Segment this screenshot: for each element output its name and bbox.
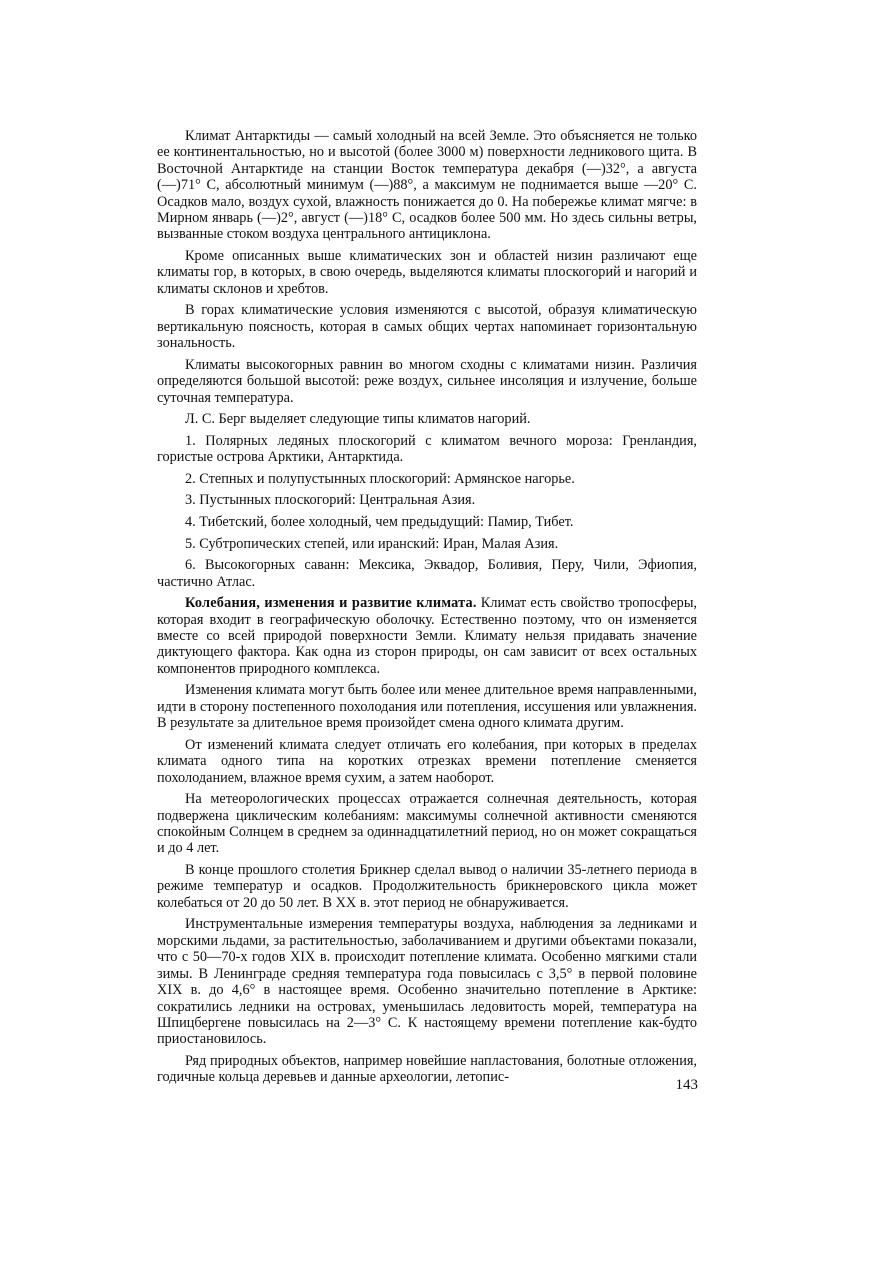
paragraph-solar-activity [157, 791, 697, 857]
paragraph-highland-plains [157, 357, 697, 406]
paragraph-text: Л. С. Берг выделяет следующие типы климатов нагорий. [185, 411, 531, 428]
paragraph-text: Изменения климата могут быть более или менее длительное время направленными, идти в сторону постепенного похолодания или потепления, иссушения или увлажнения. В результате за длительное время произойдет смена одного климата другим. [157, 682, 697, 732]
paragraph-vertical-zonality [157, 302, 697, 351]
paragraph-text: Кроме описанных выше климатических зон и областей низин различают еще климаты гор, в которых, в свою очередь, выделяются климаты плоскогорий и нагорий и климаты склонов и хребтов. [157, 248, 697, 297]
paragraph-mountain-climates [157, 248, 697, 297]
paragraph-text: В горах климатические условия изменяются с высотой, образуя климатическую вертикальную поясность, которая в самых общих чертах напоминает горизонтальную зональность. [157, 302, 697, 352]
paragraph-text: От изменений климата следует отличать его колебания, при которых в пределах климата одного типа на коротких отрезках времени потепление сменяется похолоданием, влажное время сухим, а затем наоборот. [157, 736, 697, 786]
paragraph-text: На метеорологических процессах отражается солнечная деятельность, которая подвержена циклическим колебаниям: максимумы солнечной активности сменяются спокойным Солнцем в среднем за одиннадцатилетний период, но он может сокращаться и до 4 лет. [157, 791, 697, 857]
paragraph-climate-changes [157, 682, 697, 731]
section-run-in-heading: Колебания, изменения и развитие климата. [185, 595, 477, 612]
paragraph-text: Климат Антарктиды — самый холодный на всей Земле. Это объясняется не только ее континентальностью, но и высотой (более 3000 м) поверхности ледникового щита. В Восточной Антарктиде на станции Восток температура декабря (—)32°, а августа (—)71° С, абсолютный минимум (—)88°, а максимум не поднимается выше —20° С. Осадков мало, воздух сухой, влажность понижается до 0. На побережье климат мягче: в Мирном январь (—)2°, август (—)18° С, осадков более 500 мм. Но здесь сильны ветры, вызванные стоком воздуха центрального антициклона. [157, 128, 697, 243]
page-body [157, 128, 697, 1091]
list-item-4 [157, 514, 697, 530]
paragraph-instrumental-measurements [157, 916, 697, 1047]
list-item-2 [157, 471, 697, 487]
page-number: 143 [675, 1077, 698, 1093]
list-item-text: 1. Полярных ледяных плоскогорий с климатом вечного мороза: Гренландия, гористые острова Арктики, Антарктида. [157, 432, 697, 466]
paragraph-text: В конце прошлого столетия Брикнер сделал вывод о наличии 35-летнего периода в режиме температур и осадков. Продолжительность брикнеровского цикла может колебаться от 20 до 50 лет. В XX в. этот период не обнаруживается. [157, 862, 697, 911]
list-item-5 [157, 536, 697, 552]
paragraph-climate-fluctuations [157, 737, 697, 786]
list-item-text: 3. Пустынных плоскогорий: Центральная Азия. [185, 492, 476, 509]
paragraph-text: Климат есть свойство тропосферы, которая входит в географическую оболочку. Естественно поэтому, что он изменяется вместе со всей природой поверхности Земли. Климату нельзя придавать значение диктующего фактора. Как одна из сторон природы, он сам зависит от всех остальных компонентов природного комплекса. [157, 595, 697, 677]
list-item-6 [157, 557, 697, 590]
paragraph-antarctic-climate [157, 128, 697, 243]
list-item-text: 4. Тибетский, более холодный, чем предыдущий: Памир, Тибет. [185, 514, 574, 531]
paragraph-text: Ряд природных объектов, например новейшие напластования, болотные отложения, годичные кольца деревьев и данные археологии, летопис- [157, 1052, 697, 1086]
list-item-text: 2. Степных и полупустынных плоскогорий: Армянское нагорье. [185, 470, 575, 487]
paragraph-bruckner-cycle [157, 862, 697, 911]
paragraph-text: Инструментальные измерения температуры воздуха, наблюдения за ледниками и морскими льдами, за растительностью, заболачиванием и другими объектами показали, что с 50—70-х годов XIX в. происходит потепление климата. Особенно мягкими стали зимы. В Ленинграде средняя температура года повысилась с 3,5° в первой половине XIX в. до 4,6° в настоящее время. Особенно значительно потепление в Арктике: сократились ледники на островах, уменьшилась ледовитость морей, температура на Шпицбергене повысилась на 2—3° С. К настоящему времени потепление как-будто приостановилось. [157, 916, 697, 1048]
list-item-3 [157, 492, 697, 508]
paragraph-text: Климаты высокогорных равнин во многом сходны с климатами низин. Различия определяются большой высотой: реже воздух, сильнее инсоляция и излучение, больше суточная температура. [157, 356, 697, 406]
paragraph-climate-change-section [157, 595, 697, 677]
list-item-text: 5. Субтропических степей, или иранский: Иран, Малая Азия. [185, 535, 559, 552]
list-item-text: 6. Высокогорных саванн: Мексика, Эквадор, Боливия, Перу, Чили, Эфиопия, частично Атлас. [157, 557, 697, 590]
paragraph-natural-objects [157, 1053, 697, 1086]
list-item-1 [157, 433, 697, 466]
paragraph-berg-types-intro [157, 411, 697, 427]
